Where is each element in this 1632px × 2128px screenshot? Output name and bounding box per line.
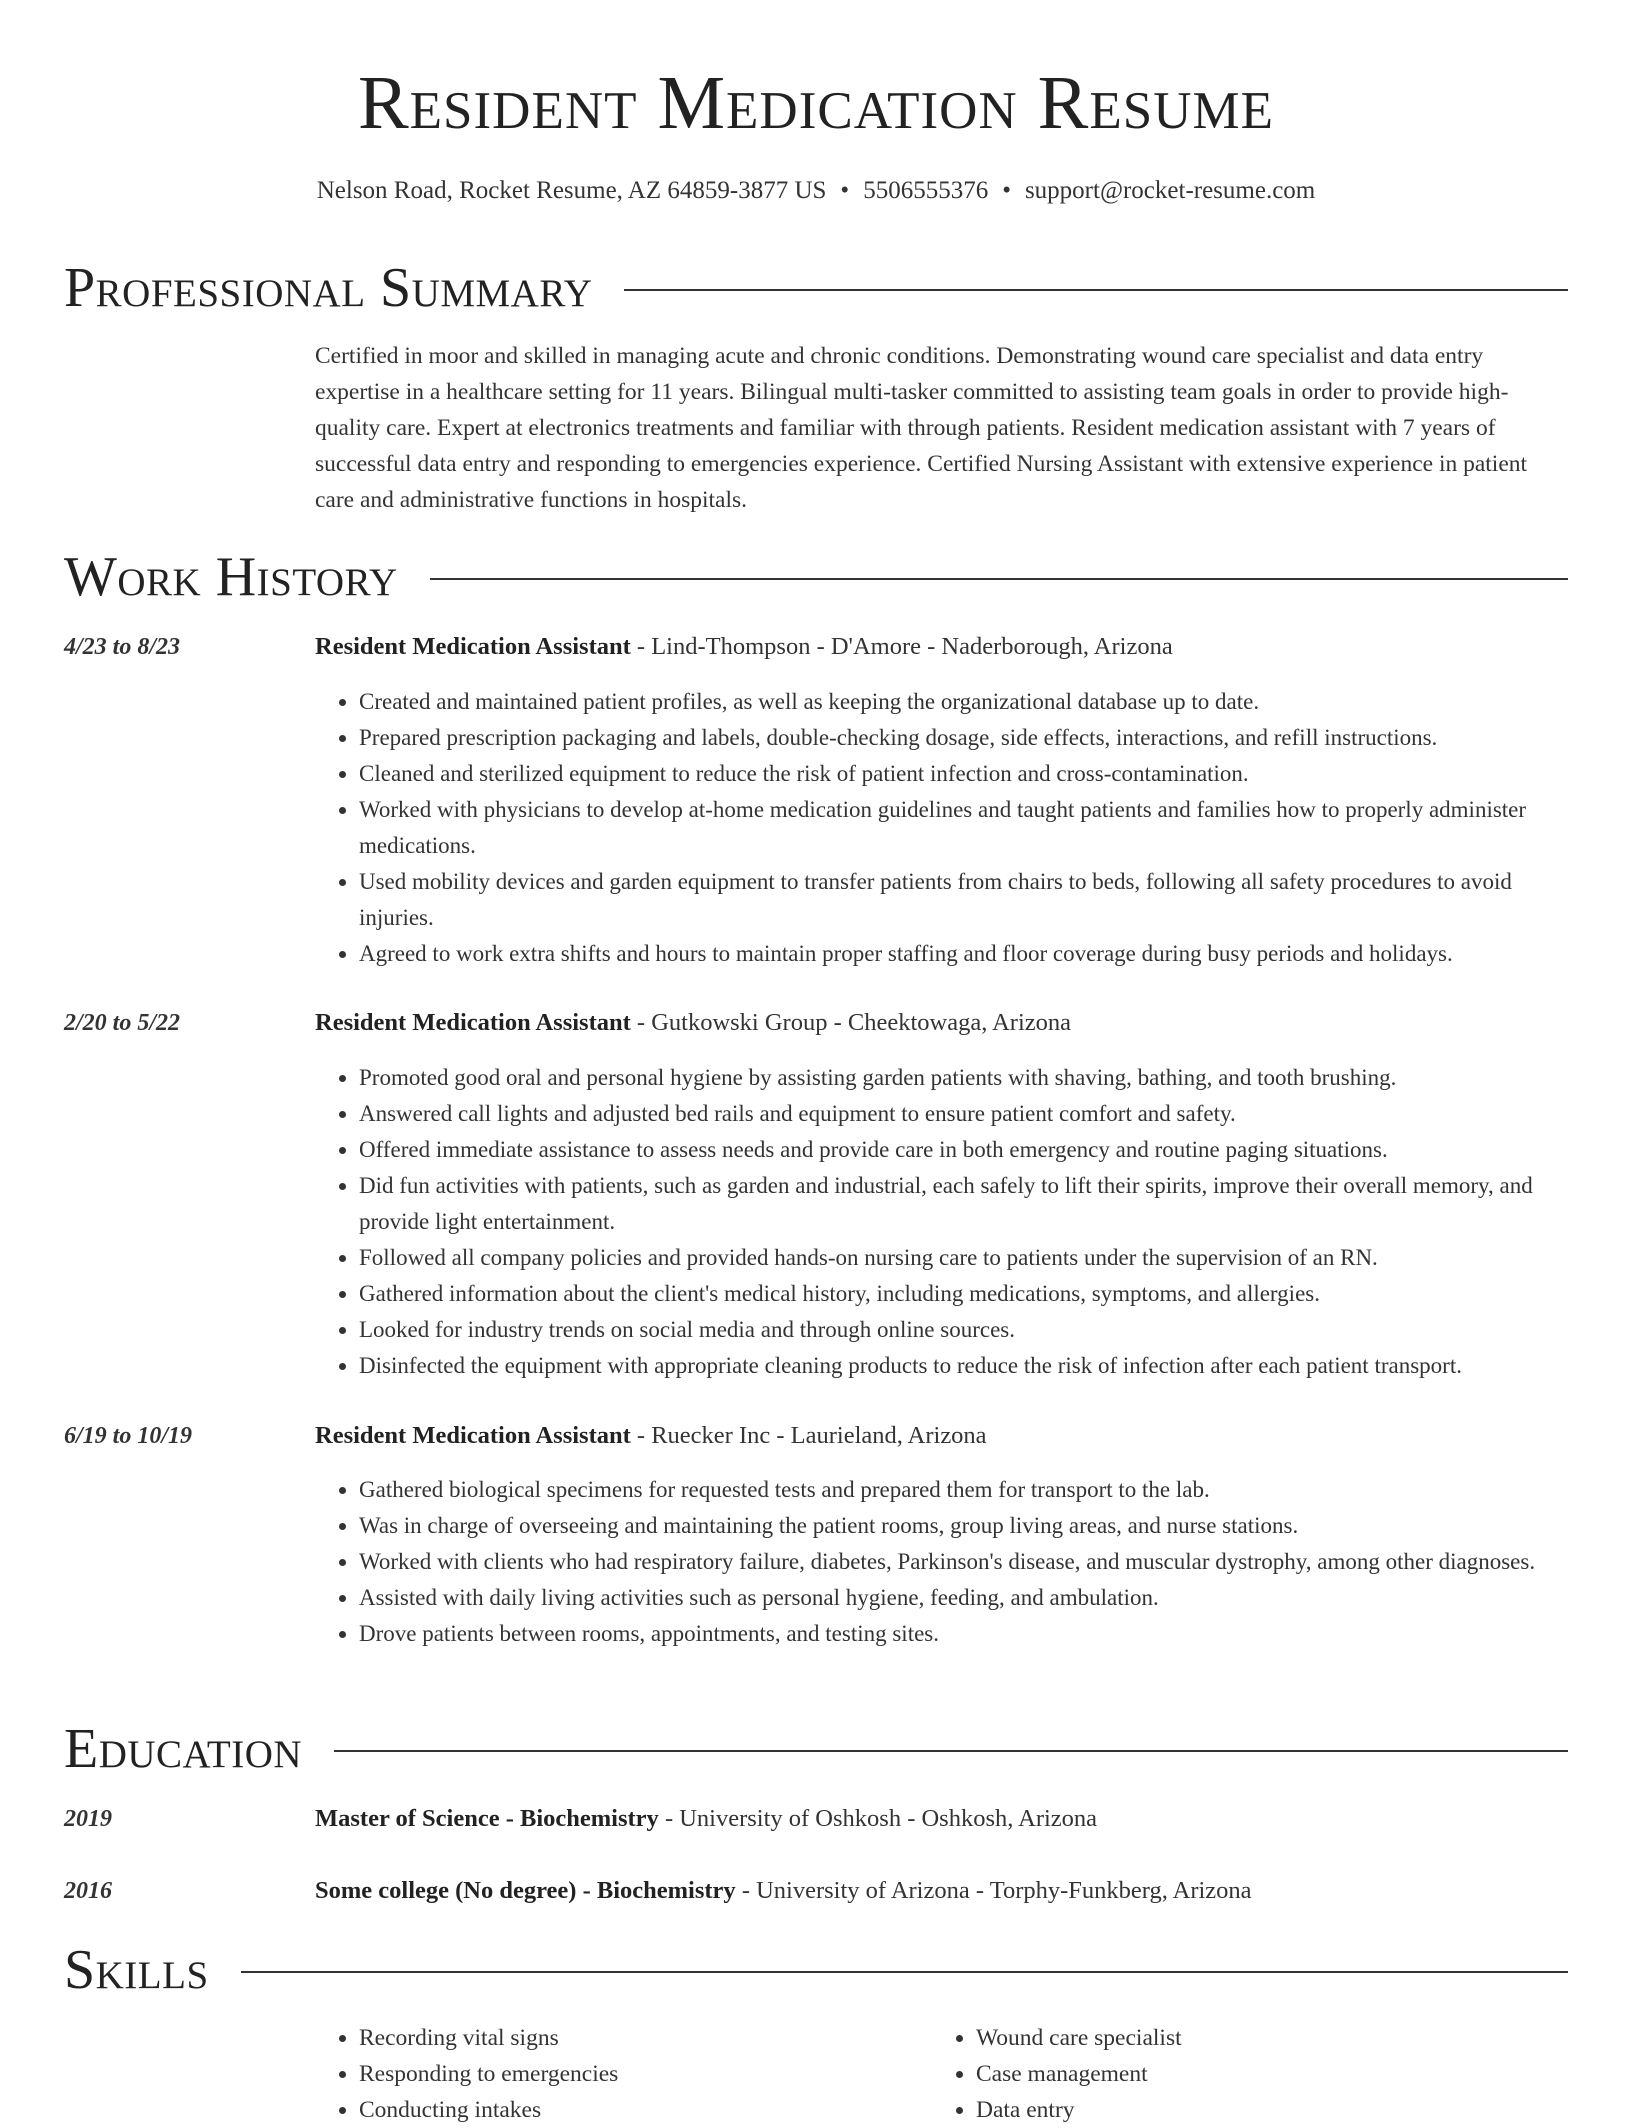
job-bullet: • Created and maintained patient profiles, as well as keeping the organizational database up to date.: [359, 684, 1575, 720]
job-employer: - Gutkowski Group - Cheektowaga, Arizona: [630, 1009, 1072, 1036]
job-bullet: • Disinfected the equipment with appropriate cleaning products to reduce the risk of infection after each patient transport.: [359, 1348, 1575, 1384]
education-entry: [315, 1801, 1575, 1837]
job-bullet: • Answered call lights and adjusted bed rails and equipment to ensure patient comfort and safety.: [359, 1096, 1575, 1132]
skill-item: • Data entry: [976, 2092, 1492, 2128]
section-title-education: Education: [64, 1718, 303, 1780]
contact-email: support@rocket-resume.com: [1024, 177, 1316, 204]
education-school: - University of Oshkosh - Oshkosh, Arizona: [658, 1805, 1098, 1832]
job-bullet: • Promoted good oral and personal hygiene by assisting garden patients with shaving, bathing, and tooth brushing.: [359, 1060, 1575, 1096]
skill-item: • Wound care specialist: [976, 2020, 1492, 2056]
job-bullet: • Used mobility devices and garden equipment to transfer patients from chairs to beds, following all safety procedures to avoid injuries.: [359, 864, 1575, 936]
job-title: Resident Medication Assistant: [315, 633, 631, 660]
education-school: - University of Arizona - Torphy-Funkberg, Arizona: [735, 1877, 1252, 1904]
job-bullet: • Cleaned and sterilized equipment to reduce the risk of patient infection and cross-contamination.: [359, 756, 1575, 792]
section-work-history: [64, 542, 1568, 612]
job-bullet: • Followed all company policies and provided hands-on nursing care to patients under the supervision of an RN.: [359, 1240, 1575, 1276]
job-bullet: • Looked for industry trends on social media and through online sources.: [359, 1312, 1575, 1348]
section-title-skills: Skills: [64, 1939, 209, 2001]
section-divider: [624, 289, 1568, 291]
job-title: Resident Medication Assistant: [315, 1009, 631, 1036]
job-bullets: [315, 684, 1575, 972]
job-bullets: [315, 1060, 1575, 1384]
summary-text: Certified in moor and skilled in managing acute and chronic conditions. Demonstrating wound care specialist and data entry expertise in a healthcare setting for 11 years. Bilingual multi-tasker committed to assisting team goals in order to provide high-quality care. Expert at electronics treatments and familiar with through patients. Resident medication assistant with 7 years of successful data entry and responding to emergencies experience. Certified Nursing Assistant with extensive experience in patient care and administrative functions in hospitals.: [315, 343, 1528, 513]
skill-item: • Recording vital signs: [359, 2020, 875, 2056]
section-education: [64, 1714, 1568, 1784]
job-date: 6/19 to 10/19: [64, 1423, 193, 1449]
skill-item: • Responding to emergencies: [359, 2056, 875, 2092]
education-degree: Master of Science - Biochemistry: [315, 1805, 659, 1832]
job-bullet: • Worked with physicians to develop at-home medication guidelines and taught patients and families how to properly administer medications.: [359, 792, 1575, 864]
job-bullet: • Offered immediate assistance to assess needs and provide care in both emergency and routine paging situations.: [359, 1132, 1575, 1168]
job-date: 2/20 to 5/22: [64, 1010, 181, 1036]
job-heading: [315, 1005, 1575, 1041]
section-divider: [241, 1971, 1568, 1973]
job-bullet: • Gathered information about the client's medical history, including medications, symptoms, and allergies.: [359, 1276, 1575, 1312]
job-date: 4/23 to 8/23: [64, 634, 181, 660]
section-title-work-history: Work History: [64, 546, 398, 608]
job-employer: - Lind-Thompson - D'Amore - Naderborough, Arizona: [630, 633, 1173, 660]
contact-separator: •: [840, 177, 850, 204]
skill-item: • Conducting intakes: [359, 2092, 875, 2128]
job-bullet: • Worked with clients who had respiratory failure, diabetes, Parkinson's disease, and muscular dystrophy, among other diagnoses.: [359, 1544, 1575, 1580]
skill-item: • Case management: [976, 2056, 1492, 2092]
education-entry: [315, 1873, 1575, 1909]
job-bullets: [315, 1472, 1575, 1652]
job-bullet: • Drove patients between rooms, appointments, and testing sites.: [359, 1616, 1575, 1652]
section-summary: [64, 253, 1568, 323]
job-bullet: • Assisted with daily living activities such as personal hygiene, feeding, and ambulation.: [359, 1580, 1575, 1616]
job-heading: [315, 629, 1575, 665]
job-bullet: • Was in charge of overseeing and maintaining the patient rooms, group living areas, and nurse stations.: [359, 1508, 1575, 1544]
contact-address: Nelson Road, Rocket Resume, AZ 64859-3877 US: [316, 177, 827, 204]
job-employer: - Ruecker Inc - Laurieland, Arizona: [630, 1422, 987, 1449]
section-skills: [64, 1935, 1568, 2005]
contact-separator: •: [1002, 177, 1011, 204]
contact-phone: 5506555376: [863, 177, 989, 204]
resume-title: Resident Medication Resume: [357, 61, 1274, 145]
education-degree: Some college (No degree) - Biochemistry: [315, 1877, 736, 1904]
section-title-summary: Professional Summary: [64, 257, 593, 319]
education-date: 2019: [64, 1806, 112, 1832]
job-bullet: • Agreed to work extra shifts and hours to maintain proper staffing and floor coverage during busy periods and holidays.: [359, 936, 1575, 972]
job-heading: [315, 1418, 1575, 1454]
section-divider: [430, 578, 1568, 580]
job-bullet: • Did fun activities with patients, such as garden and industrial, each safely to lift their spirits, improve their overall memory, and provide light entertainment.: [359, 1168, 1575, 1240]
section-divider: [334, 1750, 1568, 1752]
contact-line: [0, 175, 1632, 207]
job-title: Resident Medication Assistant: [315, 1422, 631, 1449]
job-bullet: • Prepared prescription packaging and labels, double-checking dosage, side effects, interactions, and refill instructions.: [359, 720, 1575, 756]
education-date: 2016: [64, 1878, 112, 1904]
job-bullet: • Gathered biological specimens for requested tests and prepared them for transport to the lab.: [359, 1472, 1575, 1508]
